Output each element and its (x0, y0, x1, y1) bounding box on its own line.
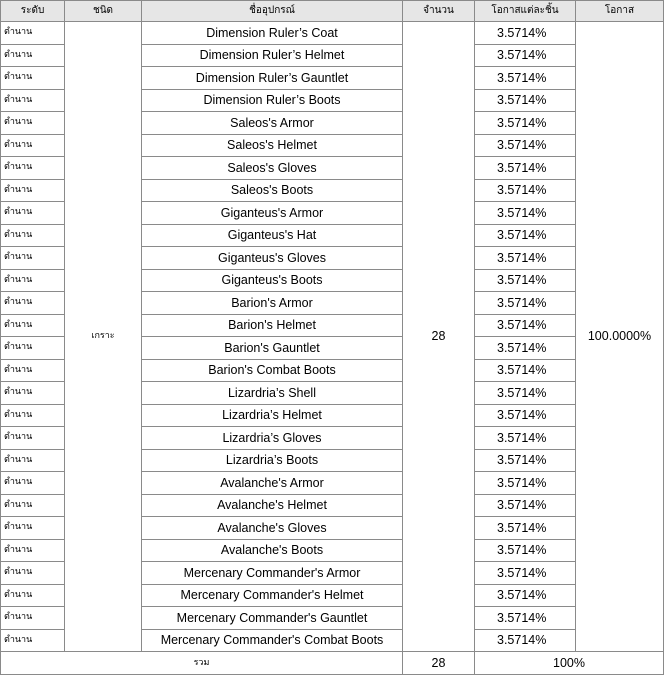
item-name-cell: Lizardria’s Helmet (142, 404, 403, 427)
header-type: ชนิด (65, 1, 142, 22)
rank-cell: ตำนาน (1, 584, 65, 607)
item-name-cell: Saleos's Armor (142, 112, 403, 135)
rank-cell: ตำนาน (1, 134, 65, 157)
item-name-cell: Barion's Armor (142, 292, 403, 315)
rank-cell: ตำนาน (1, 427, 65, 450)
chance-each-cell: 3.5714% (475, 629, 576, 652)
header-chance: โอกาส (576, 1, 664, 22)
rank-cell: ตำนาน (1, 224, 65, 247)
chance-each-cell: 3.5714% (475, 22, 576, 45)
item-name-cell: Barion's Combat Boots (142, 359, 403, 382)
header-quantity: จำนวน (403, 1, 475, 22)
item-name-cell: Dimension Ruler’s Coat (142, 22, 403, 45)
rank-cell: ตำนาน (1, 517, 65, 540)
rank-cell: ตำนาน (1, 337, 65, 360)
item-name-cell: Avalanche's Boots (142, 539, 403, 562)
chance-each-cell: 3.5714% (475, 314, 576, 337)
header-item-name: ชื่ออุปกรณ์ (142, 1, 403, 22)
header-chance-each: โอกาสแต่ละชิ้น (475, 1, 576, 22)
total-label: รวม (1, 652, 403, 675)
chance-each-cell: 3.5714% (475, 584, 576, 607)
rank-cell: ตำนาน (1, 472, 65, 495)
item-name-cell: Avalanche's Gloves (142, 517, 403, 540)
rank-cell: ตำนาน (1, 629, 65, 652)
item-name-cell: Mercenary Commander's Helmet (142, 584, 403, 607)
item-name-cell: Avalanche's Armor (142, 472, 403, 495)
table-body (1, 22, 664, 652)
rank-cell: ตำนาน (1, 404, 65, 427)
chance-each-cell: 3.5714% (475, 494, 576, 517)
item-name-cell: Barion's Gauntlet (142, 337, 403, 360)
rank-cell: ตำนาน (1, 179, 65, 202)
chance-each-cell: 3.5714% (475, 562, 576, 585)
chance-each-cell: 3.5714% (475, 472, 576, 495)
rank-cell: ตำนาน (1, 269, 65, 292)
rank-cell: ตำนาน (1, 494, 65, 517)
rank-cell: ตำนาน (1, 44, 65, 67)
chance-each-cell: 3.5714% (475, 539, 576, 562)
item-name-cell: Dimension Ruler’s Gauntlet (142, 67, 403, 90)
chance-each-cell: 3.5714% (475, 134, 576, 157)
chance-each-cell: 3.5714% (475, 337, 576, 360)
item-name-cell: Mercenary Commander's Combat Boots (142, 629, 403, 652)
rank-cell: ตำนาน (1, 382, 65, 405)
chance-each-cell: 3.5714% (475, 157, 576, 180)
item-name-cell: Barion's Helmet (142, 314, 403, 337)
chance-each-cell: 3.5714% (475, 517, 576, 540)
chance-each-cell: 3.5714% (475, 359, 576, 382)
rank-cell: ตำนาน (1, 292, 65, 315)
rank-cell: ตำนาน (1, 112, 65, 135)
total-percent: 100% (475, 652, 664, 675)
item-name-cell: Dimension Ruler’s Helmet (142, 44, 403, 67)
rank-cell: ตำนาน (1, 202, 65, 225)
chance-each-cell: 3.5714% (475, 224, 576, 247)
item-name-cell: Saleos's Boots (142, 179, 403, 202)
quantity-cell: 28 (403, 22, 475, 652)
chance-each-cell: 3.5714% (475, 89, 576, 112)
rank-cell: ตำนาน (1, 539, 65, 562)
chance-each-cell: 3.5714% (475, 247, 576, 270)
total-quantity: 28 (403, 652, 475, 675)
item-name-cell: Avalanche's Helmet (142, 494, 403, 517)
group-chance-cell: 100.0000% (576, 22, 664, 652)
chance-each-cell: 3.5714% (475, 427, 576, 450)
rank-cell: ตำนาน (1, 157, 65, 180)
rank-cell: ตำนาน (1, 67, 65, 90)
chance-each-cell: 3.5714% (475, 382, 576, 405)
type-cell: เกราะ (65, 22, 142, 652)
item-name-cell: Lizardria’s Boots (142, 449, 403, 472)
chance-each-cell: 3.5714% (475, 292, 576, 315)
rank-cell: ตำนาน (1, 607, 65, 630)
rank-cell: ตำนาน (1, 359, 65, 382)
header-row (1, 1, 664, 22)
chance-each-cell: 3.5714% (475, 44, 576, 67)
item-name-cell: Giganteus's Armor (142, 202, 403, 225)
item-name-cell: Giganteus's Boots (142, 269, 403, 292)
item-name-cell: Giganteus's Gloves (142, 247, 403, 270)
chance-each-cell: 3.5714% (475, 269, 576, 292)
chance-each-cell: 3.5714% (475, 404, 576, 427)
rank-cell: ตำนาน (1, 562, 65, 585)
item-name-cell: Mercenary Commander's Armor (142, 562, 403, 585)
item-name-cell: Saleos's Helmet (142, 134, 403, 157)
total-row (1, 652, 664, 675)
rank-cell: ตำนาน (1, 314, 65, 337)
chance-each-cell: 3.5714% (475, 202, 576, 225)
table-row (1, 22, 664, 45)
header-rank: ระดับ (1, 1, 65, 22)
chance-each-cell: 3.5714% (475, 112, 576, 135)
rank-cell: ตำนาน (1, 449, 65, 472)
item-name-cell: Giganteus's Hat (142, 224, 403, 247)
rank-cell: ตำนาน (1, 22, 65, 45)
item-name-cell: Mercenary Commander's Gauntlet (142, 607, 403, 630)
item-name-cell: Lizardria’s Shell (142, 382, 403, 405)
chance-each-cell: 3.5714% (475, 179, 576, 202)
rank-cell: ตำนาน (1, 247, 65, 270)
item-name-cell: Dimension Ruler’s Boots (142, 89, 403, 112)
chance-each-cell: 3.5714% (475, 449, 576, 472)
chance-each-cell: 3.5714% (475, 67, 576, 90)
chance-each-cell: 3.5714% (475, 607, 576, 630)
rank-cell: ตำนาน (1, 89, 65, 112)
item-name-cell: Saleos's Gloves (142, 157, 403, 180)
item-name-cell: Lizardria’s Gloves (142, 427, 403, 450)
